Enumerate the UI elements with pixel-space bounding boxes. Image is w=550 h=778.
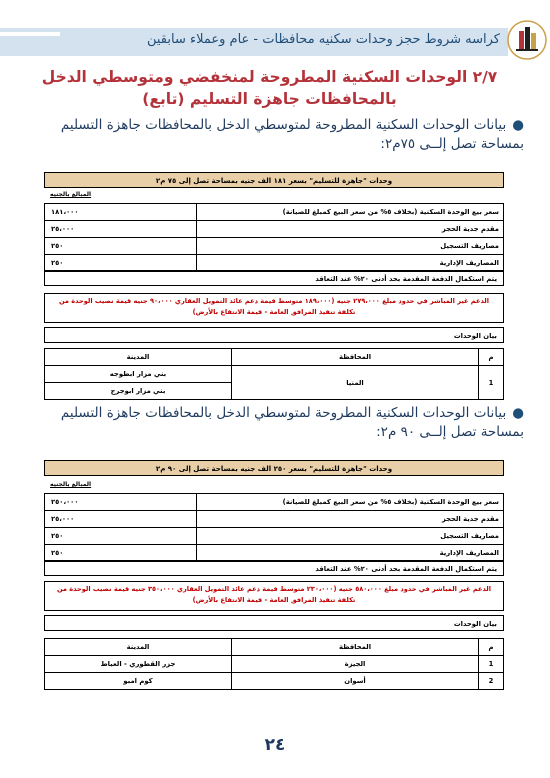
price-label: مقدم جدية الحجز [197,221,504,238]
unit-city: بني مزار ابوجرج [45,383,232,400]
bullet-dot-icon: ● [512,405,524,421]
price-value: ٢٥،٠٠٠ [45,511,197,528]
unit-number: 2 [479,673,504,690]
table-row [45,221,504,238]
unit-governorate: أسوان [232,673,479,690]
price-value: ٢٥٠،٠٠٠ [45,494,197,511]
price-label: مصاريف التسجيل [197,238,504,255]
table2-prices [44,493,504,562]
table-row [45,545,504,562]
price-label: مقدم جدية الحجز [197,511,504,528]
unit-city: جزر القطوري - العياط [45,656,232,673]
table2-note: يتم استكمال الدفعة المقدمة بحد أدنى ٢٠% عند التعاقد [44,560,504,576]
table-row [45,255,504,272]
table1-note: يتم استكمال الدفعة المقدمة بحد أدنى ٢٠% عند التعاقد [44,270,504,286]
table1-subsidy-note: الدعم غير المباشر في حدود مبلغ ٢٧٩،٠٠٠ جنيه (١٨٩،٠٠٠ متوسط قيمة دعم عائد التمويل العقاري ٩٠،٠٠٠ جنيه قيمة نصيب الوحدة من تكلفة تنفيذ المرافق العامة - قيمة الانتفاع بالأرض) [44,293,504,323]
table-row [45,366,504,383]
bullet-block1 [34,116,524,154]
price-label: سعر بيع الوحدة السكنية (بخلاف ٥% من سعر البيع كمبلغ للصيانة) [197,494,504,511]
table2-money-header: المبالغ بالجنيه [50,481,92,488]
unit-governorate: الجيزة [232,656,479,673]
unit-number: 1 [479,366,504,400]
price-value: ٢٥،٠٠٠ [45,221,197,238]
table-row [45,238,504,255]
price-label: المصاريف الإدارية [197,545,504,562]
table-header-row [45,349,504,366]
unit-governorate: المنيا [232,366,479,400]
table-row [45,204,504,221]
table2-units-title: بيان الوحدات [44,615,504,631]
table1-units [44,348,504,400]
col-city: المدينة [45,349,232,366]
price-value: ٢٥٠ [45,528,197,545]
unit-city: كوم امبو [45,673,232,690]
price-value: ٢٥٠ [45,545,197,562]
price-label: مصاريف التسجيل [197,528,504,545]
table1-money-header: المبالغ بالجنيه [50,191,92,198]
table2-subsidy-note: الدعم غير المباشر في حدود مبلغ ٥٨٠،٠٠٠ جنيه (٢٣٠،٠٠٠ متوسط قيمة دعم عائد التمويل العقاري ٣٥٠،٠٠٠ جنيه قيمة نصيب الوحدة من تكلفة تنفيذ المرافق العامة - قيمة الانتفاع بالأرض) [44,581,504,611]
col-city: المدينة [45,639,232,656]
table-row [45,656,504,673]
ministry-logo-icon [506,18,548,66]
table-row [45,494,504,511]
header-title: كراسه شروط حجز وحدات سكنيه محافظات - عام وعملاء سابقين [146,32,500,47]
table1-subtitle: وحدات "جاهزة للتسليم" بسعر ١٨١ الف جنيه بمساحة تصل إلى ٧٥ م٢ [44,172,504,188]
price-value: ١٨١،٠٠٠ [45,204,197,221]
unit-number: 1 [479,656,504,673]
price-value: ٢٥٠ [45,255,197,272]
price-label: المصاريف الإدارية [197,255,504,272]
page-header [0,18,550,66]
bullet-text: بيانات الوحدات السكنية المطروحة لمتوسطي الدخل بالمحافظات جاهزة التسليم بمساحة تصل إلــى ٧٥م٢: [60,117,524,152]
table-row [45,511,504,528]
header-accent-line [0,32,60,36]
bullet-dot-icon: ● [512,117,524,133]
price-value: ٢٥٠ [45,238,197,255]
bullet-block2 [34,404,524,442]
col-m: م [479,639,504,656]
col-governorate: المحافظة [232,349,479,366]
table1-prices [44,203,504,272]
table2-units [44,638,504,690]
col-m: م [479,349,504,366]
table-row [45,673,504,690]
section-title: ٢/٧ الوحدات السكنية المطروحة لمنخفضي ومتوسطي الدخل بالمحافظات جاهزة التسليم (تابع) [41,68,498,108]
price-label: سعر بيع الوحدة السكنية (بخلاف ٥% من سعر البيع كمبلغ للصيانة) [197,204,504,221]
unit-city: بني مزار ابطوجه [45,366,232,383]
table-header-row [45,639,504,656]
bullet-text: بيانات الوحدات السكنية المطروحة لمتوسطي الدخل بالمحافظات جاهزة التسليم بمساحة تصل إلــى ٩٠ م٢: [60,405,524,440]
table1-units-title: بيان الوحدات [44,327,504,343]
col-governorate: المحافظة [232,639,479,656]
table-row [45,528,504,545]
page-number: ٢٤ [264,735,286,755]
table2-subtitle: وحدات "جاهزة للتسليم" بسعر ٢٥٠ الف جنيه بمساحة تصل إلى ٩٠ م٢ [44,460,504,476]
